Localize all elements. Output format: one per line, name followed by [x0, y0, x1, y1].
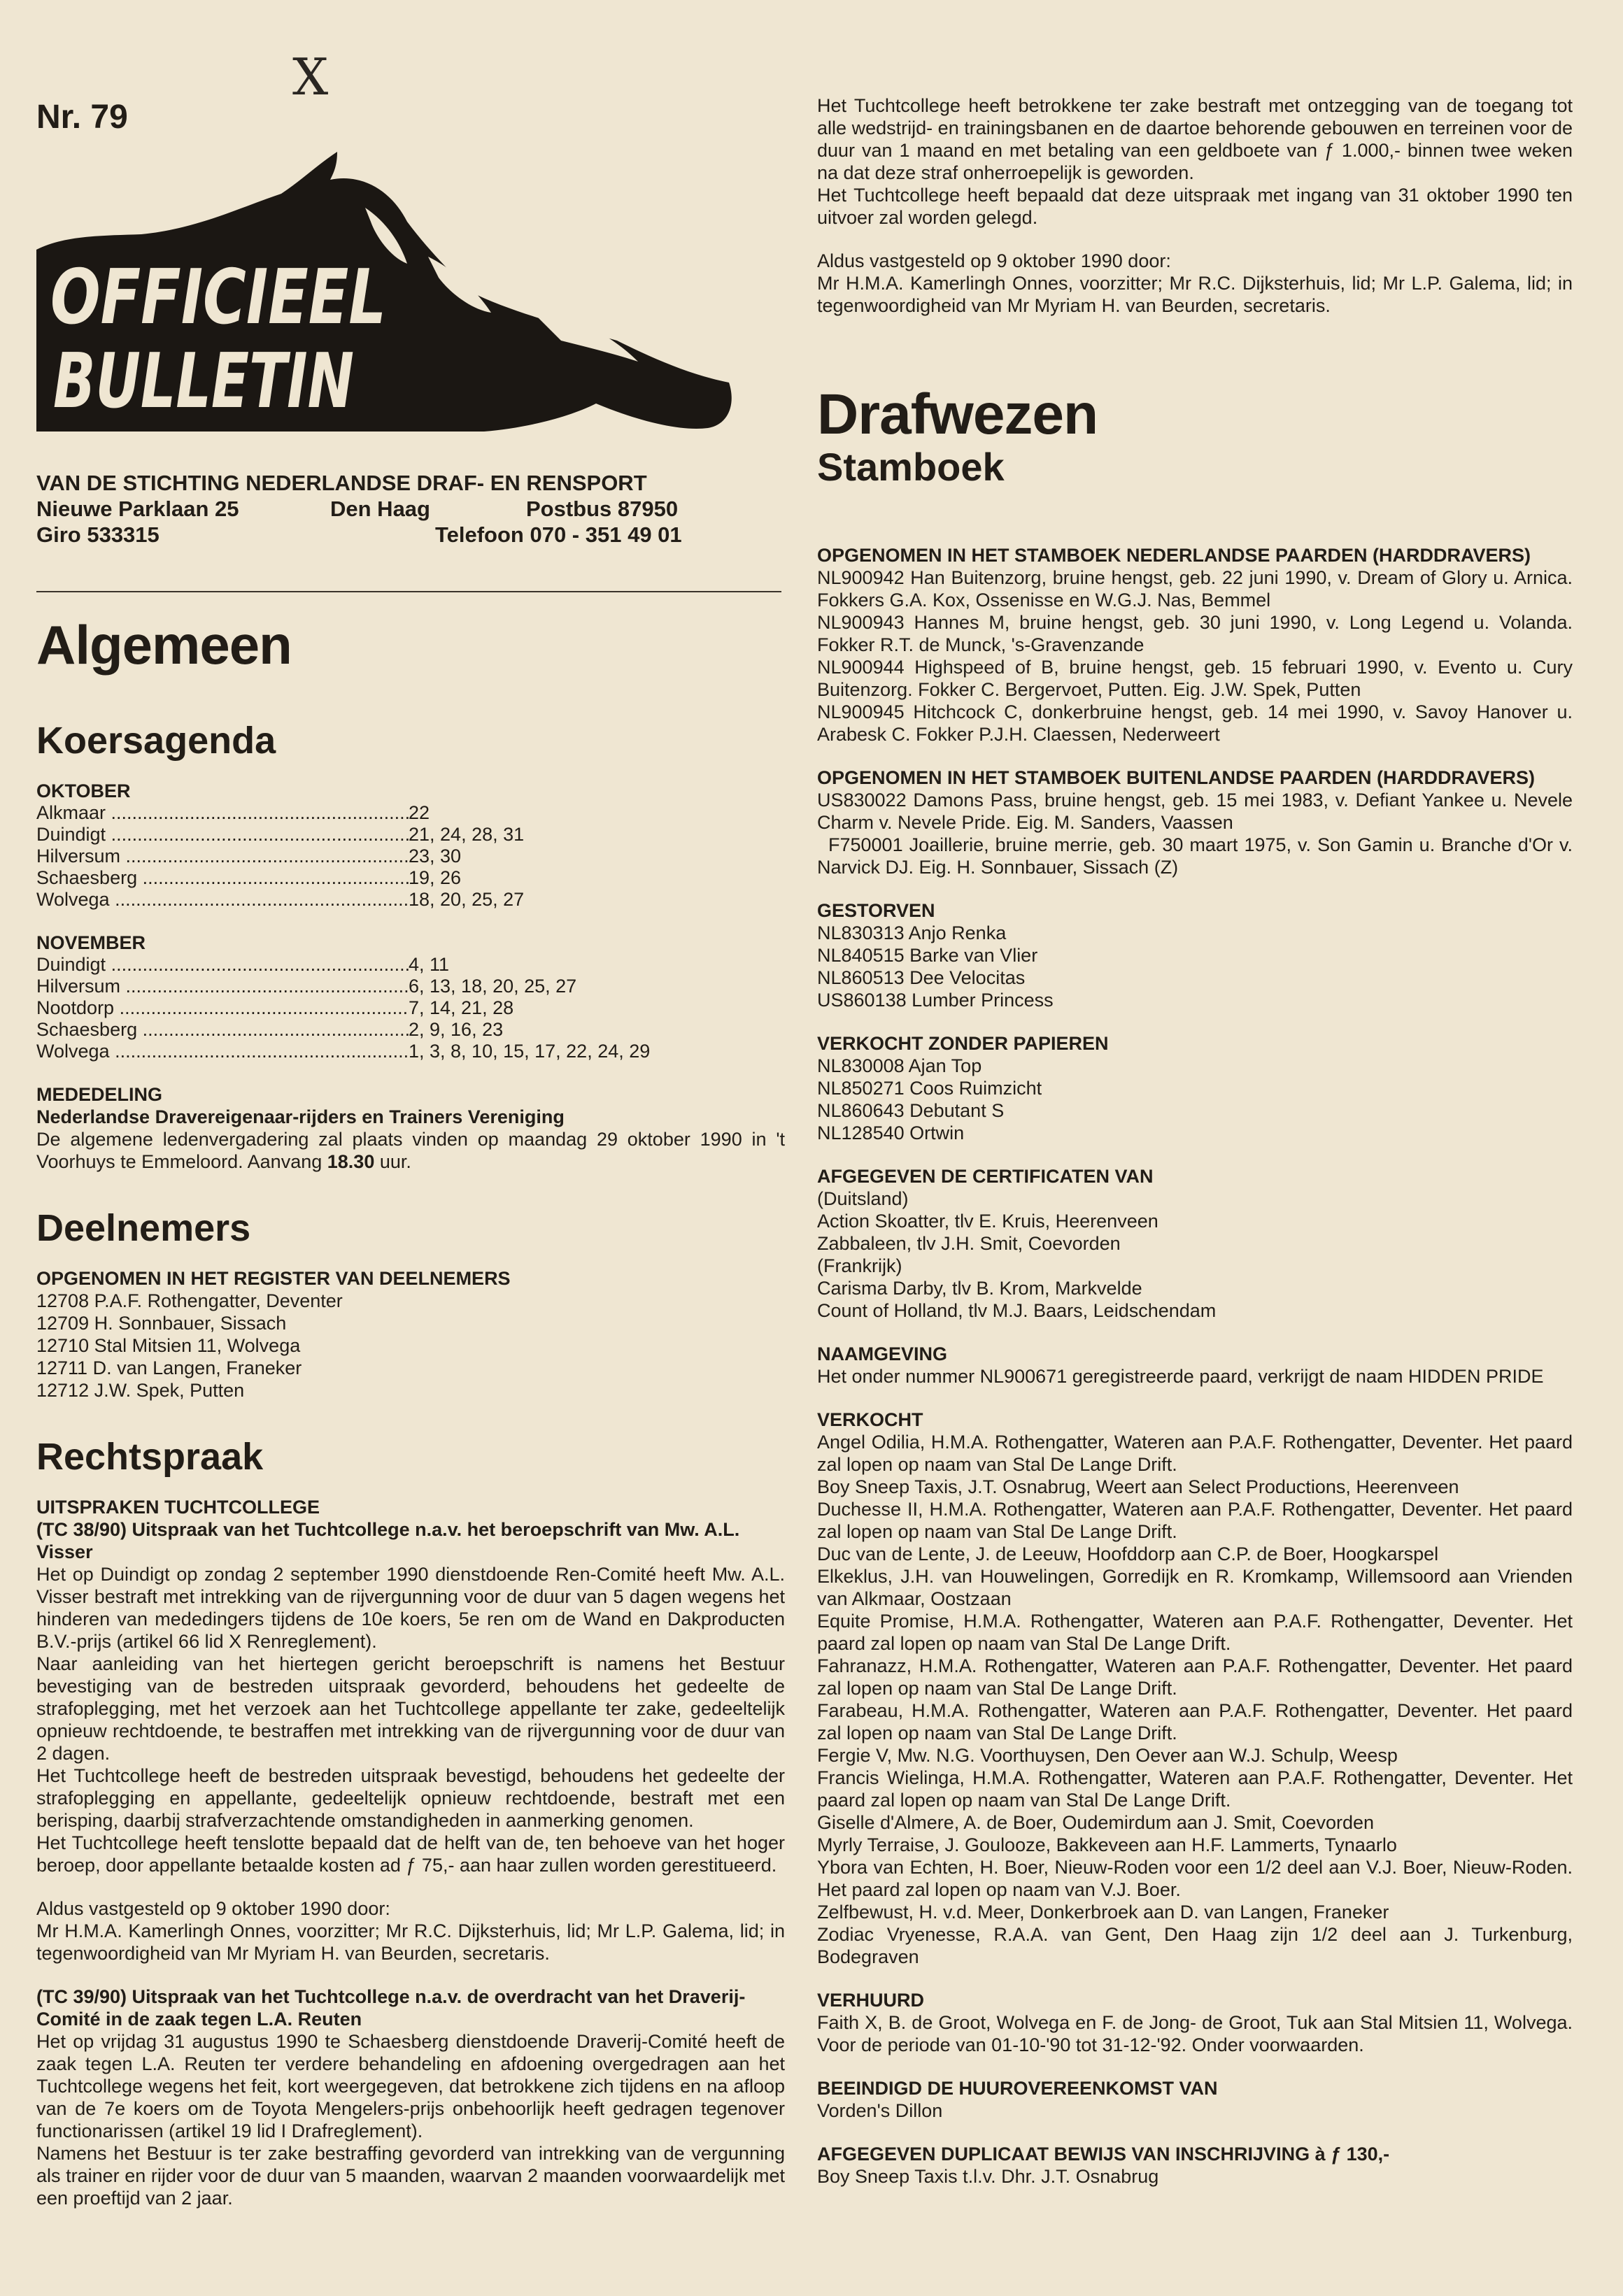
agenda-place: Duindigt .....	[36, 824, 409, 846]
horse-entry: NL900944 Highspeed of B, bruine hengst, geb. 15 februari 1990, v. Evento u. Cury Buitenzorg. Fokker C. Bergervoet, Putten. Eig. J.W. Spek, Putten	[817, 657, 1573, 700]
tc39-paragraph: Het op vrijdag 31 augustus 1990 te Schaesberg dienstdoende Draverij-Comité heeft de zaak tegen L.A. Reuten ter verdere behandeling en afdoening overgedragen aan het Tuchtcollege wegens het feit, kort weergegeven, dat betrokkene zich tijdens en na afloop van de 7e koers om de Toyota Mengelers-prijs onbehoorlijk heeft gedragen tegenover functionarissen (artikel 19 lid I Drafreglement).	[36, 2031, 785, 2141]
tc38-title: (TC 38/90) Uitspraak van het Tuchtcollege n.a.v. het beroepschrift van Mw. A.L. Visser	[36, 1519, 740, 1562]
organisation-name: VAN DE STICHTING NEDERLANDSE DRAF- EN RENSPORT	[36, 471, 647, 495]
agenda-row	[36, 889, 785, 911]
list-item: NL860513 Dee Velocitas	[817, 967, 1026, 988]
list-item: US860138 Lumber Princess	[817, 990, 1054, 1011]
tc38-paragraph: Het Tuchtcollege heeft de bestreden uitspraak bevestigd, behoudens het gedeelte der strafoplegging en appellante, gedeeltelijk opnieuw rechtdoende, bestraft met een berisping, daarbij strafverzachtende omstandigheden in aanmerking genomen.	[36, 1765, 785, 1831]
list-item: NL128540 Ortwin	[817, 1122, 965, 1143]
sale-entry: Angel Odilia, H.M.A. Rothengatter, Wateren aan P.A.F. Rothengatter, Deventer. Het paard zal lopen op naam van Stal De Lange Drift.	[817, 1432, 1573, 1475]
agenda-row	[36, 1041, 785, 1062]
list-item: NL840515 Barke van Vlier	[817, 945, 1038, 966]
november-label: NOVEMBER	[36, 932, 146, 953]
duplicaat-text: Boy Sneep Taxis t.l.v. Dhr. J.T. Osnabrug	[817, 2166, 1159, 2187]
november-list	[36, 954, 785, 1062]
agenda-place: Hilversum .....	[36, 846, 409, 867]
list-item: (Duitsland)	[817, 1188, 909, 1209]
sale-entry: Francis Wielinga, H.M.A. Rothengatter, Wateren aan P.A.F. Rothengatter, Deventer. Het paard zal lopen op naam van Stal De Lange Drift.	[817, 1767, 1573, 1811]
sale-entry: Myrly Terraise, J. Goulooze, Bakkeveen aan H.F. Lammerts, Tynaarlo	[817, 1834, 1397, 1855]
tc38-members: Mr H.M.A. Kamerlingh Onnes, voorzitter; Mr R.C. Dijksterhuis, lid; Mr L.P. Galema, lid; in tegenwoordigheid van Mr Myriam H. van Beurden, secretaris.	[36, 1920, 785, 1964]
sale-entry: Duc van de Lente, J. de Leeuw, Hoofddorp aan C.P. de Boer, Hoogkarspel	[817, 1543, 1439, 1564]
list-item: Carisma Darby, tlv B. Krom, Markvelde	[817, 1278, 1142, 1299]
agenda-place: Alkmaar .....	[36, 802, 409, 824]
phone: Telefoon 070 - 351 49 01	[435, 522, 682, 547]
naamgeving-label: NAAMGEVING	[817, 1343, 948, 1364]
sale-entry: Zodiac Vryenesse, R.A.A. van Gent, Den Haag zijn 1/2 deel aan J. Turkenburg, Bodegraven	[817, 1924, 1573, 1967]
mededeling-org: Nederlandse Dravereigenaar-rijders en Trainers Vereniging	[36, 1106, 565, 1127]
agenda-dates: 18, 20, 25, 27	[409, 889, 525, 910]
logo-line1: OFFICIEEL	[50, 254, 386, 341]
stamboek-title: Stamboek	[817, 445, 1005, 489]
agenda-row	[36, 867, 785, 889]
agenda-dates: 6, 13, 18, 20, 25, 27	[409, 976, 577, 997]
agenda-place: Nootdorp .....	[36, 997, 409, 1019]
agenda-row	[36, 976, 785, 997]
sale-entry: Duchesse II, H.M.A. Rothengatter, Wateren aan P.A.F. Rothengatter, Deventer. Het paard zal lopen op naam van Stal De Lange Drift.	[817, 1499, 1573, 1542]
list-item: NL830313 Anjo Renka	[817, 922, 1007, 943]
list-item: NL830008 Ajan Top	[817, 1055, 982, 1076]
uitspraken-label: UITSPRAKEN TUCHTCOLLEGE	[36, 1497, 320, 1518]
tc39-paragraph: Het Tuchtcollege heeft bepaald dat deze uitspraak met ingang van 31 oktober 1990 ten uitvoer zal worden gelegd.	[817, 185, 1573, 228]
tc39-title: (TC 39/90) Uitspraak van het Tuchtcollege n.a.v. de overdracht van het Draverij-Comité in de zaak tegen L.A. Reuten	[36, 1986, 746, 2030]
sale-entry: Elkeklus, J.H. van Houwelingen, Gorredijk en R. Kromkamp, Willemsoord aan Vrienden van Alkmaar, Oostzaan	[817, 1566, 1573, 1609]
verkocht-zonder-papieren-label: VERKOCHT ZONDER PAPIEREN	[817, 1033, 1109, 1054]
horse-entry: NL900942 Han Buitenzorg, bruine hengst, geb. 22 juni 1990, v. Dream of Glory u. Arnica. Fokkers G.A. Kox, Ossenisse en W.G.J. Nas, Bemmel	[817, 567, 1573, 611]
tc39-paragraph: Het Tuchtcollege heeft betrokkene ter zake bestraft met ontzegging van de toegang tot alle wedstrijd- en trainingsbanen en de daartoe behorende gebouwen en terreinen voor de duur van 1 maand en met betaling van een geldboete van ƒ 1.000,- binnen twee weken na dat deze straf onherroepelijk is geworden.	[817, 95, 1573, 183]
issue-number: Nr. 79	[36, 99, 128, 136]
list-item: Zabbaleen, tlv J.H. Smit, Coevorden	[817, 1233, 1121, 1254]
list-item: 12708 P.A.F. Rothengatter, Deventer	[36, 1290, 343, 1311]
handwritten-mark: X	[292, 48, 329, 106]
agenda-row	[36, 802, 785, 824]
verkocht-label: VERKOCHT	[817, 1409, 923, 1430]
agenda-place: Wolvega .....	[36, 1041, 409, 1062]
city: Den Haag	[330, 497, 430, 521]
oktober-list	[36, 802, 785, 911]
rechtspraak-title: Rechtspraak	[36, 1436, 264, 1478]
verhuurd-label: VERHUURD	[817, 1990, 925, 2011]
gestorven-label: GESTORVEN	[817, 900, 935, 921]
tc39-paragraph: Namens het Bestuur is ter zake bestraffing gevorderd van intrekking van de vergunning als trainer en rijder voor de duur van 5 maanden, waarvan 2 maanden voorwaardelijk met een proeftijd van 2 jaar.	[36, 2143, 785, 2209]
horse-entry: F750001 Joaillerie, bruine merrie, geb. 30 maart 1975, v. Son Gamin u. Branche d'Or v. Narvick DJ. Eig. H. Sonnbauer, Sissach (Z)	[817, 834, 1573, 878]
postbus: Postbus 87950	[526, 497, 679, 521]
certificaten-label: AFGEGEVEN DE CERTIFICATEN VAN	[817, 1166, 1154, 1187]
sale-entry: Fergie V, Mw. N.G. Voorthuysen, Den Oever aan W.J. Schulp, Weesp	[817, 1745, 1398, 1766]
list-item: Action Skoatter, tlv E. Kruis, Heerenveen	[817, 1211, 1158, 1232]
agenda-row	[36, 997, 785, 1019]
giro: Giro 533315	[36, 522, 160, 547]
agenda-dates: 19, 26	[409, 867, 462, 888]
mededeling-label: MEDEDELING	[36, 1084, 163, 1105]
list-item: Count of Holland, tlv M.J. Baars, Leidschendam	[817, 1300, 1217, 1321]
duplicaat-label: AFGEGEVEN DUPLICAAT BEWIJS VAN INSCHRIJVING à ƒ 130,-	[817, 2144, 1390, 2165]
sale-entry: Farabeau, H.M.A. Rothengatter, Wateren aan P.A.F. Rothengatter, Deventer. Het paard zal lopen op naam van Stal De Lange Drift.	[817, 1700, 1573, 1744]
agenda-row	[36, 824, 785, 846]
list-item: NL860643 Debutant S	[817, 1100, 1005, 1121]
agenda-place: Schaesberg .....	[36, 867, 409, 889]
list-item: 12712 J.W. Spek, Putten	[36, 1380, 245, 1401]
agenda-place: Duindigt .....	[36, 954, 409, 976]
horse-entry: NL900943 Hannes M, bruine hengst, geb. 30 juni 1990, v. Long Legend u. Volanda. Fokker R.T. de Munck, 's-Gravenzande	[817, 612, 1573, 655]
deelnemers-title: Deelnemers	[36, 1207, 251, 1249]
address-block	[36, 496, 785, 548]
sale-entry: Giselle d'Almere, A. de Boer, Oudemirdum aan J. Smit, Coevorden	[817, 1812, 1375, 1833]
tc38-paragraph: Naar aanleiding van het hiertegen gericht beroepschrift is namens het Bestuur bevestiging van de bestreden uitspraak gevorderd, behoudens het gedeelte de strafoplegging, met het verzoek aan het Tuchtcollege appellante ter zake, gedeeltelijk opnieuw rechtdoende, te bestraffen met intrekking van de rijvergunning voor de duur van 2 dagen.	[36, 1653, 785, 1764]
agenda-row	[36, 954, 785, 976]
list-item: (Frankrijk)	[817, 1255, 902, 1276]
list-item: 12710 Stal Mitsien 11, Wolvega	[36, 1335, 301, 1356]
left-column	[36, 98, 785, 2209]
naamgeving-text: Het onder nummer NL900671 geregistreerde paard, verkrijgt de naam HIDDEN PRIDE	[817, 1366, 1544, 1387]
right-column	[817, 94, 1573, 2188]
tc38-signed: Aldus vastgesteld op 9 oktober 1990 door:	[36, 1898, 390, 1919]
divider	[36, 591, 781, 592]
agenda-dates: 21, 24, 28, 31	[409, 824, 525, 845]
huur-text: Vorden's Dillon	[817, 2100, 943, 2121]
tc38-paragraph: Het Tuchtcollege heeft tenslotte bepaald dat de helft van de, ten behoeve van het hoger beroep, door appellante betaalde kosten ad ƒ 75,- aan haar zullen worden gerestitueerd.	[36, 1832, 785, 1876]
agenda-row	[36, 846, 785, 867]
horse-entry: US830022 Damons Pass, bruine hengst, geb. 15 mei 1983, v. Defiant Yankee u. Nevele Charm v. Nevele Pride. Eig. M. Sanders, Vaassen	[817, 790, 1573, 833]
list-item: 12709 H. Sonnbauer, Sissach	[36, 1313, 287, 1334]
register-label: OPGENOMEN IN HET REGISTER VAN DEELNEMERS	[36, 1268, 511, 1289]
masthead-logo	[36, 152, 736, 432]
sale-entry: Boy Sneep Taxis, J.T. Osnabrug, Weert aan Select Productions, Heerenveen	[817, 1476, 1459, 1497]
mededeling-text: De algemene ledenvergadering zal plaats vinden op maandag 29 oktober 1990 in 't Voorhuys te Emmeloord. Aanvang 18.30 uur.	[36, 1129, 785, 1172]
drafwezen-title: Drafwezen	[817, 383, 1098, 446]
agenda-dates: 1, 3, 8, 10, 15, 17, 22, 24, 29	[409, 1041, 651, 1062]
horse-entry: NL900945 Hitchcock C, donkerbruine hengst, geb. 14 mei 1990, v. Savoy Hanover u. Arabesk C. Fokker P.J.H. Claessen, Nederweert	[817, 701, 1573, 745]
sale-entry: Zelfbewust, H. v.d. Meer, Donkerbroek aan D. van Langen, Franeker	[817, 1902, 1389, 1923]
nl-stamboek-label: OPGENOMEN IN HET STAMBOEK NEDERLANDSE PAARDEN (HARDDRAVERS)	[817, 545, 1531, 566]
logo-line2: BULLETIN	[53, 338, 354, 425]
agenda-row	[36, 1019, 785, 1041]
tc38-paragraph: Het op Duindigt op zondag 2 september 1990 dienstdoende Ren-Comité heeft Mw. A.L. Visser bestraft met intrekking van de rijvergunning voor de duur van 5 dagen wegens het hinderen van mededingers tijdens de 10e koers, 5e ren om de Wand en Dakproducten B.V.-prijs (artikel 66 lid X Renreglement).	[36, 1564, 785, 1652]
list-item: 12711 D. van Langen, Franeker	[36, 1357, 302, 1378]
huur-label: BEEINDIGD DE HUUROVEREENKOMST VAN	[817, 2078, 1218, 2099]
register-list	[36, 1290, 785, 1402]
sale-entry: Equite Promise, H.M.A. Rothengatter, Wateren aan P.A.F. Rothengatter, Deventer. Het paard zal lopen op naam van Stal De Lange Drift.	[817, 1611, 1573, 1654]
agenda-dates: 2, 9, 16, 23	[409, 1019, 504, 1040]
oktober-label: OKTOBER	[36, 780, 131, 801]
koersagenda-title: Koersagenda	[36, 720, 276, 762]
tc39-members: Mr H.M.A. Kamerlingh Onnes, voorzitter; Mr R.C. Dijksterhuis, lid; Mr L.P. Galema, lid; in tegenwoordigheid van Mr Myriam H. van Beurden, secretaris.	[817, 273, 1573, 316]
agenda-place: Wolvega .....	[36, 889, 409, 911]
agenda-dates: 23, 30	[409, 846, 462, 867]
tc39-signed: Aldus vastgesteld op 9 oktober 1990 door:	[817, 250, 1171, 271]
section-title-algemeen: Algemeen	[36, 614, 292, 676]
bl-stamboek-label: OPGENOMEN IN HET STAMBOEK BUITENLANDSE PAARDEN (HARDDRAVERS)	[817, 767, 1536, 788]
agenda-place: Hilversum .....	[36, 976, 409, 997]
verhuurd-text: Faith X, B. de Groot, Wolvega en F. de Jong- de Groot, Tuk aan Stal Mitsien 11, Wolvega. Voor de periode van 01-10-'90 tot 31-12-'92. Onder voorwaarden.	[817, 2012, 1573, 2055]
sale-entry: Fahranazz, H.M.A. Rothengatter, Wateren aan P.A.F. Rothengatter, Deventer. Het paard zal lopen op naam van Stal De Lange Drift.	[817, 1655, 1573, 1699]
sale-entry: Ybora van Echten, H. Boer, Nieuw-Roden voor een 1/2 deel aan V.J. Boer, Nieuw-Roden. Het paard zal lopen op naam van V.J. Boer.	[817, 1857, 1573, 1900]
list-item: NL850271 Coos Ruimzicht	[817, 1078, 1042, 1099]
agenda-dates: 7, 14, 21, 28	[409, 997, 514, 1018]
agenda-dates: 4, 11	[409, 954, 450, 975]
street-address: Nieuwe Parklaan 25	[36, 497, 239, 521]
agenda-dates: 22	[409, 802, 430, 823]
agenda-place: Schaesberg .....	[36, 1019, 409, 1041]
